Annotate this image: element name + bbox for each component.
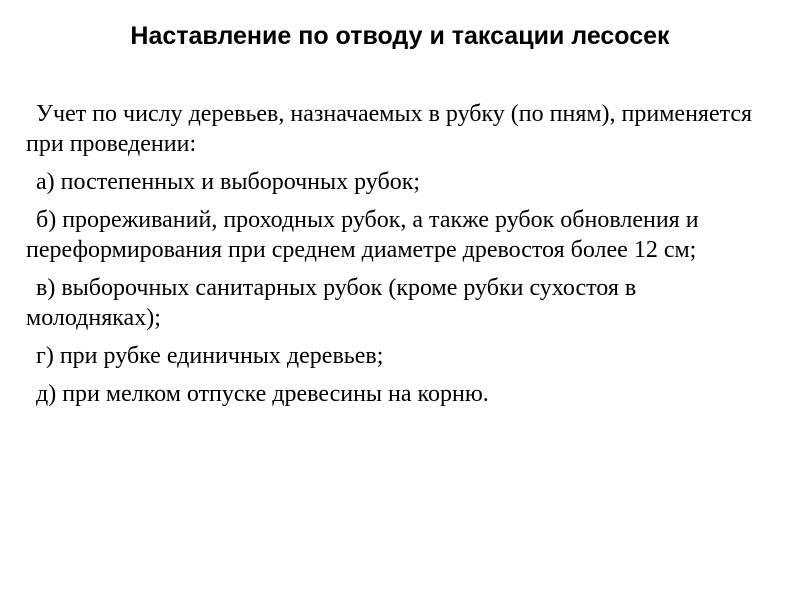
list-item-e: д) при мелком отпуске древесины на корню. xyxy=(36,381,489,407)
slide-title: Наставление по отводу и таксации лесосек xyxy=(130,22,670,50)
list-item-a: а) постепенных и выборочных рубок; xyxy=(36,169,421,195)
list-item-b: б) прореживаний, проходных рубок, а также рубок обновления и переформирования при среднем диаметре древостоя более 12 см; xyxy=(26,207,699,263)
list-item-d: г) при рубке единичных деревьев; xyxy=(36,343,384,369)
list-item-c: в) выборочных санитарных рубок (кроме рубки сухостоя в молодняках); xyxy=(26,275,637,331)
intro-paragraph: Учет по числу деревьев, назначаемых в рубку (по пням), применяется при проведении: xyxy=(26,101,753,157)
slide-body xyxy=(26,99,756,417)
